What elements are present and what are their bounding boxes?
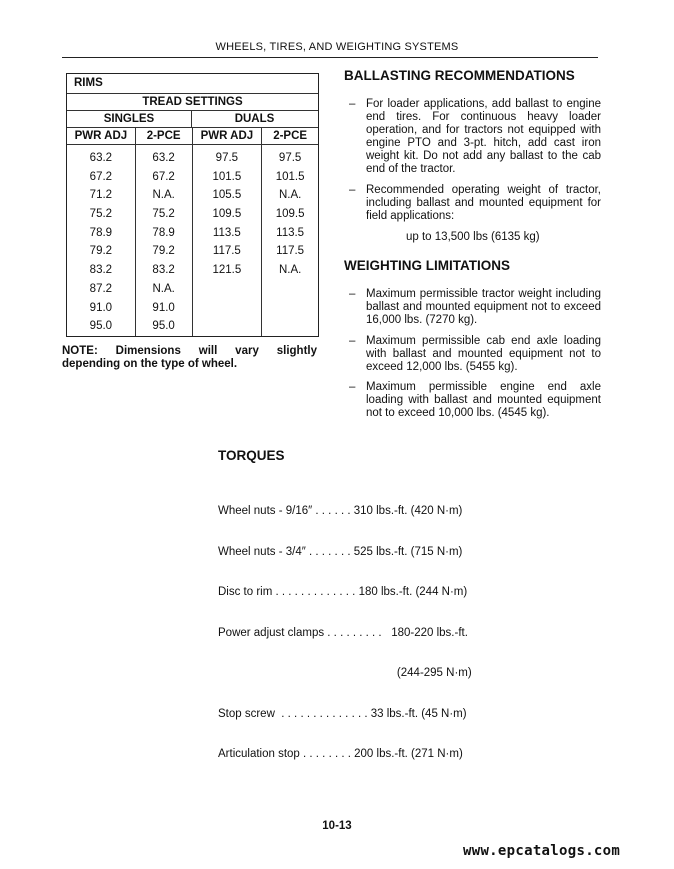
table-cell bbox=[193, 317, 262, 336]
column-header: 2-PCE bbox=[135, 128, 192, 144]
rims-table-body bbox=[67, 144, 318, 336]
table-cell: 117.5 bbox=[212, 245, 241, 258]
table-cell: 83.2 bbox=[152, 264, 175, 277]
table-cell: 95.0 bbox=[89, 320, 113, 333]
torque-line: Wheel nuts - 9/16″ . . . . . . 310 lbs.-ft. (420 N·m) bbox=[218, 505, 463, 517]
table-cell: 71.2 bbox=[89, 189, 113, 202]
dash-marker: – bbox=[349, 184, 356, 196]
column-header: PWR ADJ bbox=[74, 130, 128, 142]
table-cell bbox=[193, 280, 262, 299]
table-cell: 78.9 bbox=[89, 226, 113, 239]
table-cell: 97.5 bbox=[215, 152, 239, 164]
torque-line: (244-295 N·m) bbox=[218, 667, 472, 679]
table-cell: 79.2 bbox=[89, 245, 113, 258]
table-cell bbox=[193, 299, 262, 318]
table-cell: 113.5 bbox=[276, 226, 305, 239]
table-cell: 91.0 bbox=[89, 301, 113, 314]
rims-table bbox=[66, 73, 319, 337]
weighting-item bbox=[349, 288, 601, 327]
singles-2pce-column bbox=[135, 145, 192, 336]
table-cell: 78.9 bbox=[152, 226, 175, 239]
table-cell: N.A. bbox=[152, 282, 175, 295]
dash-marker: – bbox=[349, 381, 356, 393]
singles-pwr-adj-column bbox=[67, 145, 135, 336]
weighting-heading: WEIGHTING LIMITATIONS bbox=[344, 258, 510, 273]
weighting-item bbox=[349, 381, 601, 420]
column-header-row bbox=[67, 127, 318, 144]
page-number: 10-13 bbox=[322, 820, 352, 832]
table-cell: 63.2 bbox=[152, 152, 175, 164]
table-cell: 105.5 bbox=[212, 189, 242, 202]
singles-label: SINGLES bbox=[103, 113, 155, 125]
table-cell: 117.5 bbox=[276, 245, 305, 258]
page-header-title: WHEELS, TIRES, AND WEIGHTING SYSTEMS bbox=[215, 41, 459, 53]
table-cell: 67.2 bbox=[152, 170, 175, 183]
table-cell: 109.5 bbox=[275, 208, 305, 221]
table-cell: 101.5 bbox=[212, 170, 242, 183]
watermark-url: www.epcatalogs.com bbox=[463, 843, 621, 859]
table-cell: 109.5 bbox=[212, 208, 242, 221]
table-cell bbox=[262, 317, 318, 336]
weighting-item-text: Maximum permissible tractor weight including ballast and mounted equipment not to exceed 16,000 lbs. (7270 kg). bbox=[366, 288, 601, 326]
column-header: 2-PCE bbox=[261, 128, 318, 144]
column-header: PWR ADJ bbox=[192, 128, 262, 144]
table-cell: N.A. bbox=[278, 264, 302, 277]
table-cell: 87.2 bbox=[89, 282, 113, 295]
torque-line: Power adjust clamps . . . . . . . . . 180-220 lbs.-ft. bbox=[218, 626, 468, 639]
table-cell: 113.5 bbox=[212, 226, 241, 239]
torques-heading: TORQUES bbox=[218, 448, 285, 463]
table-cell: 95.0 bbox=[152, 320, 175, 333]
table-cell: N.A. bbox=[278, 189, 302, 202]
dash-marker: – bbox=[349, 98, 356, 110]
table-cell: 97.5 bbox=[278, 152, 302, 164]
recommended-weight-value: up to 13,500 lbs (6135 kg) bbox=[406, 231, 540, 243]
table-note: NOTE: Dimensions will vary slightly depending on the type of wheel. bbox=[62, 345, 317, 370]
table-cell: 79.2 bbox=[152, 245, 175, 258]
table-cell bbox=[262, 280, 318, 299]
ballasting-item bbox=[349, 184, 601, 223]
ballasting-heading: BALLASTING RECOMMENDATIONS bbox=[344, 68, 575, 83]
tread-settings-header bbox=[67, 93, 318, 110]
table-cell: 63.2 bbox=[89, 152, 113, 164]
torque-line: Stop screw . . . . . . . . . . . . . . 33 lbs.-ft. (45 N·m) bbox=[218, 707, 467, 720]
weighting-item-text: Maximum permissible cab end axle loading with ballast and mounted equipment not to exceed 12,000 lbs. (5455 kg). bbox=[366, 335, 601, 373]
group-header-row bbox=[67, 110, 318, 127]
table-cell: 83.2 bbox=[89, 264, 113, 277]
header-rule bbox=[62, 57, 598, 58]
table-cell: 91.0 bbox=[152, 301, 175, 314]
table-cell: 75.2 bbox=[89, 208, 113, 221]
duals-pwr-adj-column bbox=[192, 145, 262, 336]
dash-marker: – bbox=[349, 288, 356, 300]
weighting-item-text: Maximum permissible engine end axle loading with ballast and mounted equipment not to exceed 10,000 lbs. (4545 kg). bbox=[366, 381, 601, 419]
table-cell bbox=[262, 299, 318, 318]
torque-line: Wheel nuts - 3/4″ . . . . . . . 525 lbs.-ft. (715 N·m) bbox=[218, 545, 463, 558]
ballasting-item-text: For loader applications, add ballast to engine end tires. For continuous heavy loader operation, and for tractors not equipped with engine PTO and 3-pt. hitch, add cast iron weight kit. Do not add any ballast to the cab end of the tractor. bbox=[366, 98, 601, 175]
torques-list bbox=[218, 478, 472, 775]
weighting-item bbox=[349, 335, 601, 374]
table-cell: N.A. bbox=[152, 189, 175, 202]
table-cell: 75.2 bbox=[152, 208, 175, 221]
rims-table-title: RIMS bbox=[74, 77, 103, 89]
duals-label: DUALS bbox=[191, 111, 317, 127]
table-cell: 101.5 bbox=[275, 170, 305, 183]
table-cell: 67.2 bbox=[89, 170, 113, 183]
ballasting-item-text: Recommended operating weight of tractor, including ballast and mounted equipment for field applications: bbox=[366, 184, 601, 222]
ballasting-item bbox=[349, 98, 601, 176]
torque-line: Disc to rim . . . . . . . . . . . . . 180 lbs.-ft. (244 N·m) bbox=[218, 586, 468, 598]
torque-line: Articulation stop . . . . . . . . 200 lbs.-ft. (271 N·m) bbox=[218, 748, 463, 760]
duals-2pce-column bbox=[261, 145, 318, 336]
tread-settings-label: TREAD SETTINGS bbox=[142, 96, 243, 108]
dash-marker: – bbox=[349, 335, 356, 347]
table-cell: 121.5 bbox=[212, 264, 242, 277]
